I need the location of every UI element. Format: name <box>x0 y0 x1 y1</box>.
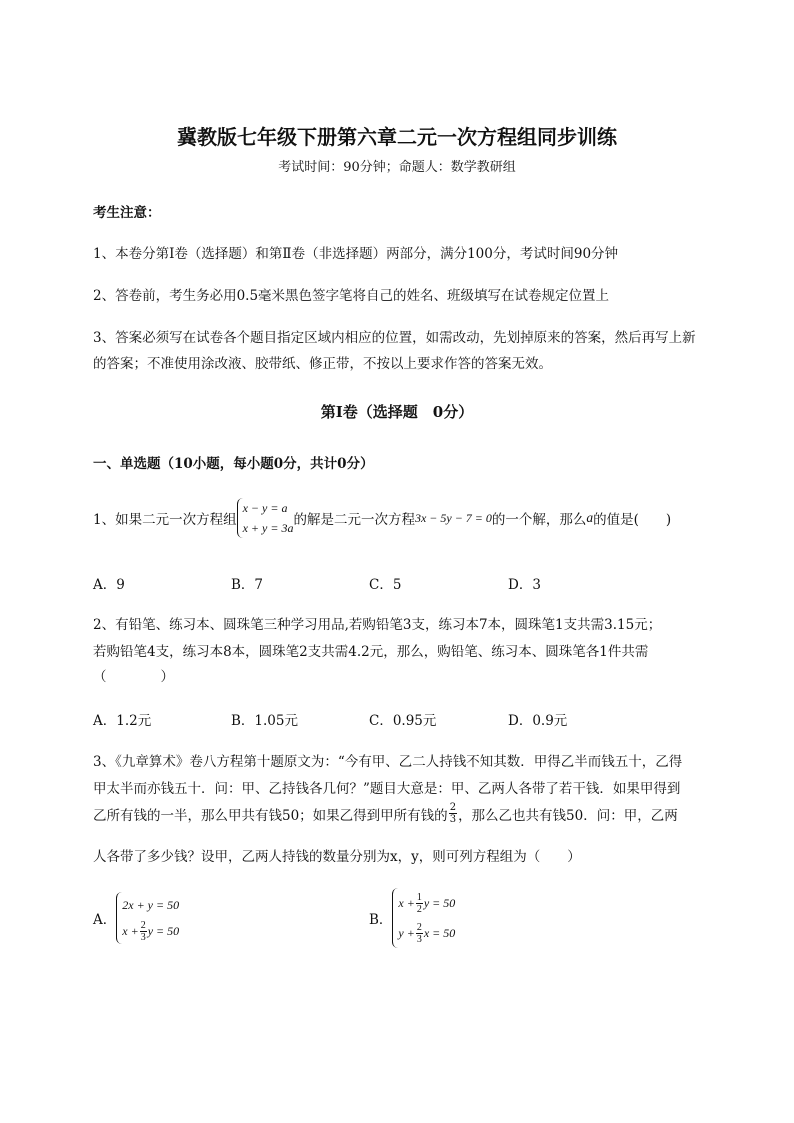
q1-middle: 的解是二元一次方程 <box>293 512 415 528</box>
q1-prefix: 1、如果二元一次方程组 <box>93 512 237 528</box>
notice-heading: 考生注意： <box>93 205 161 221</box>
q2-option-c[interactable]: C．0.95元 <box>369 713 437 729</box>
fraction-numerator: 2 <box>449 802 457 813</box>
eq-part: y + <box>398 926 415 940</box>
q2-option-a[interactable]: A．1.2元 <box>93 713 152 729</box>
fraction-numerator: 2 <box>416 921 422 933</box>
q3-b-eq2 <box>392 918 455 948</box>
q1-option-c[interactable]: C．5 <box>369 577 402 593</box>
eq-part: x = 50 <box>423 926 456 940</box>
exam-title: 冀教版七年级下册第六章二元一次方程组同步训练 <box>177 125 617 149</box>
eq-part: y = 50 <box>147 924 180 938</box>
q1-middle2: 的一个解，那么 <box>491 512 587 528</box>
fraction-numerator: 1 <box>416 891 422 903</box>
q1-option-b[interactable]: B．7 <box>231 577 264 593</box>
q3-option-a-label: A． <box>93 912 117 928</box>
brace <box>392 888 399 948</box>
eq-part: x + <box>398 896 415 910</box>
fraction-numerator: 2 <box>140 919 146 931</box>
fraction <box>416 892 423 915</box>
brace <box>116 892 123 944</box>
q3-line-3 <box>93 802 678 825</box>
q3-line-1: 3、《九章算术》卷八方程第十题原文为：“今有甲、乙二人持钱不知其数．甲得乙半而钱五十，乙得 <box>93 754 683 770</box>
q3-option-a[interactable] <box>93 892 179 944</box>
q3-fraction <box>449 802 457 825</box>
q3-b-eq1 <box>392 888 455 918</box>
q1-option-d[interactable]: D．3 <box>508 577 541 593</box>
q2-option-d[interactable]: D．0.9元 <box>508 713 568 729</box>
question-1 <box>93 498 671 538</box>
q1-option-a[interactable]: A．9 <box>93 577 125 593</box>
notice-item-2: 2、答卷前，考生务必用0.5毫米黑色签字笔将自己的姓名、班级填写在试卷规定位置上 <box>93 288 610 304</box>
q1-eq2: x + y = 3a <box>242 521 294 535</box>
section-heading: 第Ⅰ卷（选择题 0分） <box>320 403 474 421</box>
q3-a-eq1: 2x + y = 50 <box>122 898 180 912</box>
q3-line-4: 人各带了多少钱？设甲，乙两人持钱的数量分别为x，y，则可列方程组为（ ） <box>93 849 581 865</box>
fraction-denominator: 3 <box>416 933 422 945</box>
q1-equation: 3x − 5y − 7 = 0 <box>414 510 492 525</box>
fraction-denominator: 2 <box>416 903 422 915</box>
q2-line-2: 若购铅笔4支，练习本8本，圆珠笔2支共需4.2元，那么，购铅笔、练习本、圆珠笔各1件共需 <box>93 644 649 660</box>
q3-a-eq2 <box>116 918 179 944</box>
q3-line-3b: ，那么乙也共有钱50．问：甲，乙两 <box>458 807 678 824</box>
q3-option-b-system <box>392 888 455 948</box>
q2-option-b[interactable]: B．1.05元 <box>231 713 298 729</box>
notice-item-1: 1、本卷分第Ⅰ卷（选择题）和第Ⅱ卷（非选择题）两部分，满分100分，考试时间90分钟 <box>93 246 619 262</box>
notice-item-3-line-1: 3、答案必须写在试卷各个题目指定区域内相应的位置，如需改动，先划掉原来的答案，然后再写上新 <box>93 330 696 346</box>
q3-option-b-label: B． <box>369 912 393 928</box>
brace <box>237 498 244 538</box>
q2-line-1: 2、有铅笔、练习本、圆珠笔三种学习用品,若购铅笔3支，练习本7本，圆珠笔1支共需3.15元； <box>93 617 662 633</box>
eq-part: y = 50 <box>423 896 456 910</box>
fraction <box>140 920 147 943</box>
q3-option-a-system <box>116 892 179 944</box>
q3-line-2: 甲太半而亦钱五十．问：甲、乙持钱各几何？”题目大意是：甲、乙两人各带了若干钱．如果甲得到 <box>93 781 681 797</box>
q1-suffix: 的值是( ) <box>593 512 672 528</box>
fraction-denominator: 3 <box>449 814 457 825</box>
q1-equation-system <box>237 498 294 538</box>
notice-item-3-line-2: 的答案；不准使用涂改液、胶带纸、修正带，不按以上要求作答的答案无效。 <box>93 356 552 372</box>
eq-part: x + <box>122 924 139 938</box>
q1-var: a <box>586 510 594 525</box>
exam-subtitle: 考试时间：90分钟；命题人：数学教研组 <box>278 160 516 175</box>
q2-line-3: （ ） <box>93 669 174 685</box>
part-heading: 一、单选题（10小题，每小题0分，共计0分） <box>93 456 374 472</box>
fraction-denominator: 3 <box>140 931 146 943</box>
q3-line-3a: 乙所有钱的一半，那么甲共有钱50；如果乙得到甲所有钱的 <box>93 807 448 824</box>
q3-option-b[interactable] <box>369 888 455 948</box>
q1-eq1: x − y = a <box>242 501 288 515</box>
fraction <box>416 922 423 945</box>
